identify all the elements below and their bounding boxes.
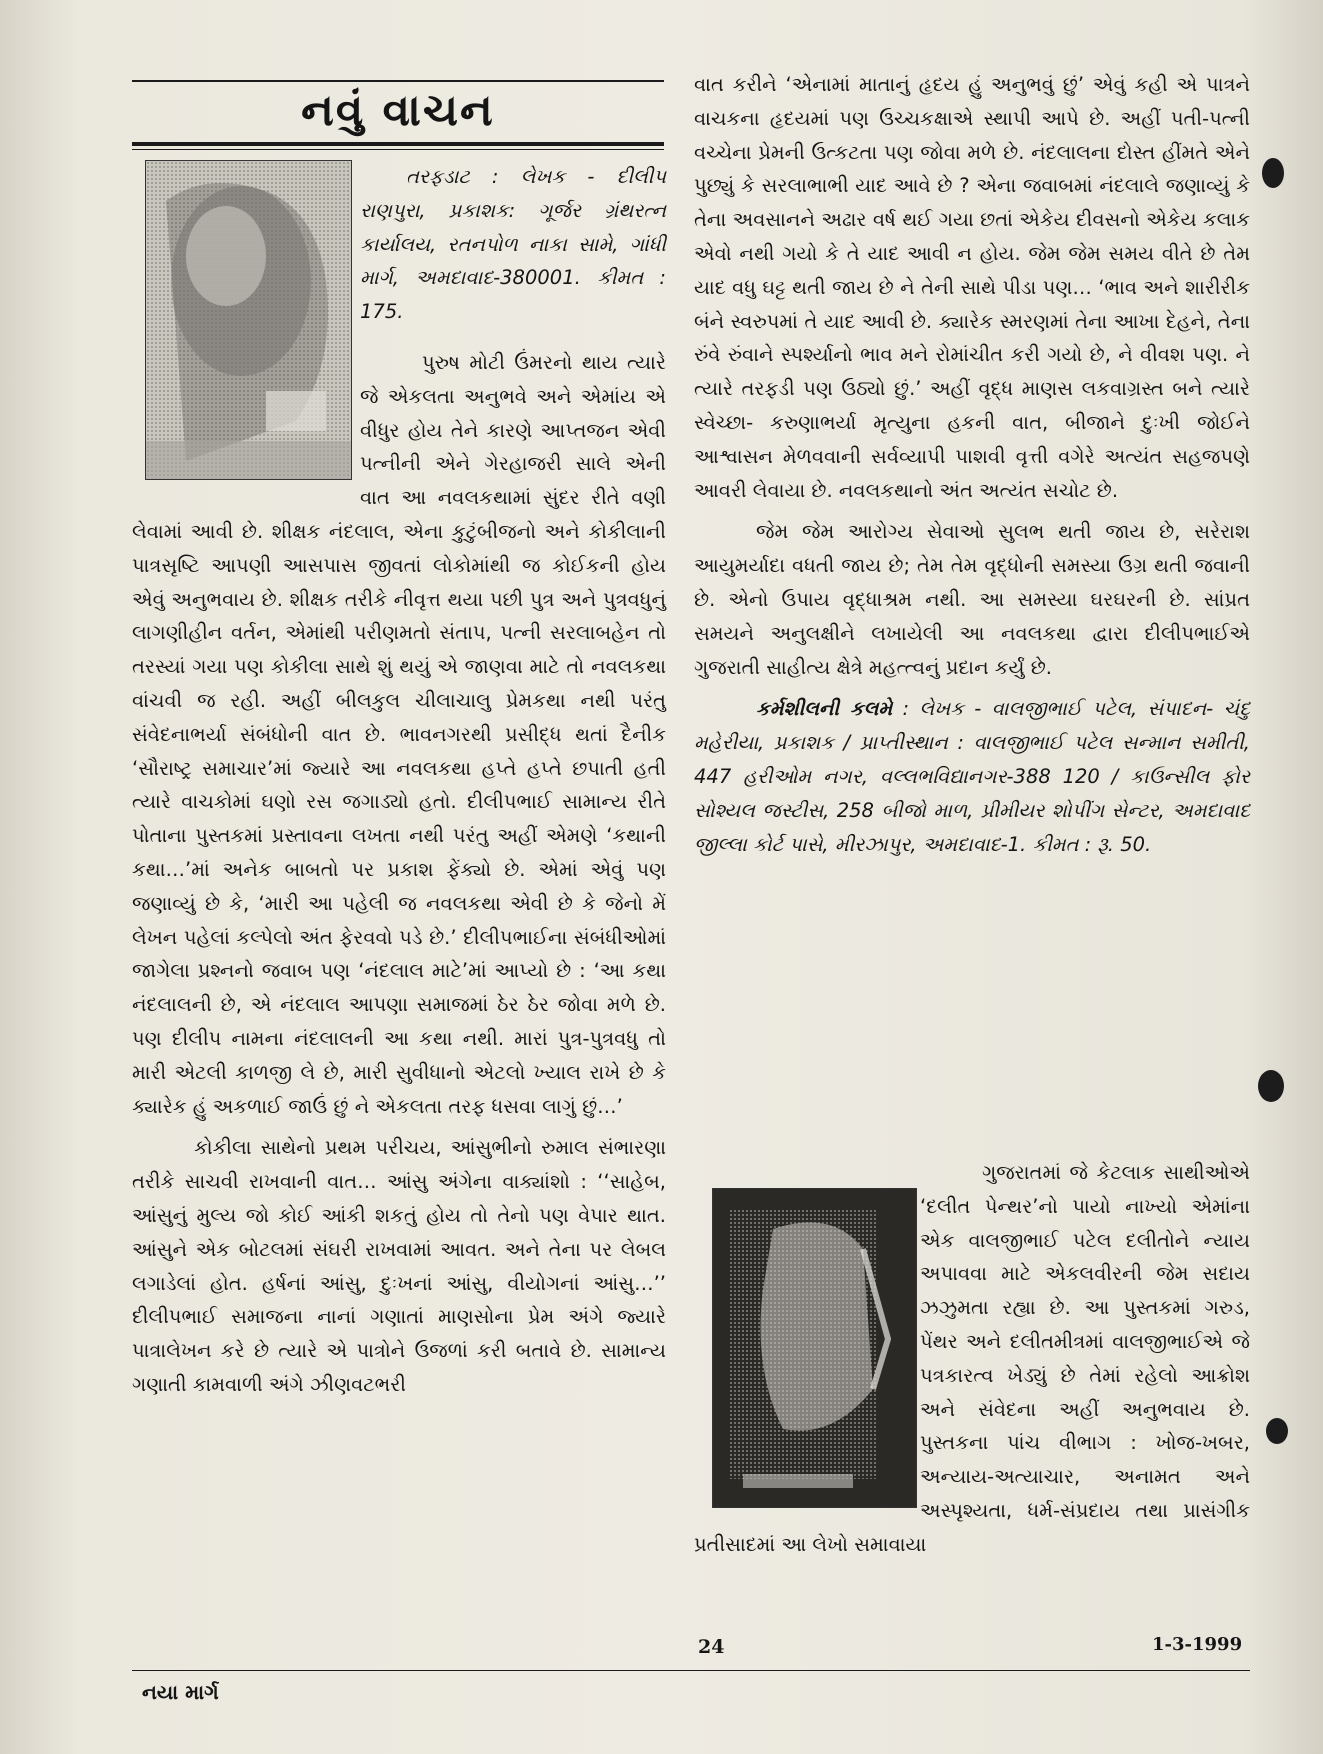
- review2-book-info: [694, 692, 1250, 861]
- right-column-top: [694, 68, 1250, 861]
- review1-paragraph-4: જેમ જેમ આરોગ્ય સેવાઓ સુલભ થતી જાય છે, સરેરાશ આયુમર્યાદા વધતી જાય છે; તેમ તેમ વૃદ્ધોની સમસ્યા ઉગ્ર થતી જવાની છે. એનો ઉપાય વૃદ્ધાશ્રમ નથી. આ સમસ્યા ઘરઘરની છે. સાંપ્રત સમયને અનુલક્ષીને લખાયેલી આ નવલકથા દ્વારા દીલીપભાઈએ ગુજરાતી સાહીત્ય ક્ષેત્રે મહત્ત્વનું પ્રદાન કર્યું છે.: [694, 520, 1250, 679]
- right-column-bottom: [694, 1156, 1250, 1562]
- review1-paragraph-3: વાત કરીને ‘એનામાં માતાનું હૃદય હું અનુભવું છું’ એવું કહી એ પાત્રને વાચકના હૃદયમાં પણ ઉચ્ચકક્ષાએ સ્થાપી આપે છે. અહીં પતી-પત્ની વચ્ચેના પ્રેમની ઉત્કટતા પણ જોવા મળે છે. નંદલાલના દોસ્ત હીંમતે એને પુછ્યું કે સરલાભાભી યાદ આવે છે ? એના જવાબમાં નંદલાલે જણાવ્યું કે તેના અવસાનને અઢાર વર્ષ થઈ ગયા છતાં એકેય દીવસનો એકેય કલાક એવો નથી ગયો કે તે યાદ આવી ન હોય. જેમ જેમ સમય વીતે છે તેમ યાદ વધુ ઘટ્ટ થતી જાય છે ને તેની સાથે પીડા પણ… ‘ભાવ અને શારીરીક બંને સ્વરુપમાં તે યાદ આવી છે. ક્યારેક સ્મરણમાં તેના આખા દેહને, તેના રુંવે રુંવાને સ્પર્શ્યાનો ભાવ મને રોમાંચીત કરી ગયો છે, ને વીવશ પણ. ને ત્યારે તરફડી પણ ઉઠ્યો છું.’ અહીં વૃદ્ધ માણસ લકવાગ્રસ્ત બને ત્યારે સ્વેચ્છા- કરુણાભર્યા મૃત્યુના હકની વાત, બીજાને દુઃખી જોઈને આશ્વાસન મેળવવાની સર્વવ્યાપી પાશવી વૃત્તી વગેરે અત્યંત સહજપણે આવરી લેવાયા છે. નવલકથાનો અંત અત્યંત સચોટ છે.: [694, 73, 1250, 502]
- punch-hole-decoration: [1258, 1070, 1284, 1102]
- review2-info-text: : લેખક - વાલજીભાઈ પટેલ, સંપાદન- ચંદુ મહેરીયા, પ્રકાશક / પ્રાપ્તીસ્થાન : વાલજીભાઈ પટેલ સન્માન સમીતી, 447 હરીઓમ નગર, વલ્લભવિદ્યાનગર-388 120 / કાઉન્સીલ ફોર સોશ્યલ જસ્ટીસ, 258 બીજો માળ, પ્રીમીયર શોપીંગ સેન્ટર, અમદાવાદ જીલ્લા કોર્ટ પાસે, મીરઝાપુર, અમદાવાદ-1. કીમત : રૂ. 50.: [694, 697, 1250, 856]
- review1-paragraph-2: કોકીલા સાથેનો પ્રથમ પરીચય, આંસુભીનો રુમાલ સંભારણા તરીકે સાચવી રાખવાની વાત… આંસુ અંગેના વાક્યાંશો : ‘‘સાહેબ, આંસુનું મુલ્ય જો કોઈ આંકી શકતું હોય તો તેનો પણ વેપાર થાત. આંસુને એક બોટલમાં સંઘરી રાખવામાં આવત. અને તેના પર લેબલ લગાડેલાં હોત. હર્ષનાં આંસુ, દુઃખનાં આંસુ, વીયોગનાં આંસુ…’’ દીલીપભાઈ સમાજના નાનાં ગણાતાં માણસોના પ્રેમ અંગે જ્યારે પાત્રાલેખન કરે છે ત્યારે એ પાત્રોને ઉજળાં કરી બતાવે છે. સામાન્ય ગણાતી કામવાળી અંગે ઝીણવટભરી: [132, 1136, 666, 1396]
- heading-bottom-rule-thin: [132, 149, 664, 150]
- footer-date: 1-3-1999: [1152, 1634, 1243, 1655]
- review2-title: કર્મશીલની કલમે: [756, 697, 893, 721]
- image-wrap-spacer: [132, 346, 360, 498]
- review1-book-info: તરફડાટ : લેખક - દીલીપ રાણપુરા, પ્રકાશક: ગૂર્જર ગ્રંથરત્ન કાર્યાલય, રતનપોળ નાકા સામે, ગાંધી માર્ગ, અમદાવાદ-380001. કીમત : 175.: [360, 165, 666, 324]
- left-column-para1-wrap: [132, 346, 666, 1402]
- footer-page-number: 24: [698, 1636, 725, 1658]
- punch-hole-decoration: [1266, 1418, 1288, 1444]
- left-column-header-text: [360, 160, 666, 329]
- heading-bottom-rule-thick: [132, 142, 664, 146]
- image-wrap-spacer-2: [694, 1156, 920, 1494]
- footer-magazine-name: નયા માર્ગ: [142, 1680, 219, 1704]
- review1-paragraph-1: પુરુષ મોટી ઉંમરનો થાય ત્યારે જે એકલતા અનુભવે અને એમાંય એ વીધુર હોય તેને કારણે આપ્તજન એવી પત્નીની એને ગેરહાજરી સાલે એની વાત આ નવલકથામાં સુંદર રીતે વણી લેવામાં આવી છે. શીક્ષક નંદલાલ, એના કુટુંબીજનો અને કોકીલાની પાત્રસૃષ્ટિ આપણી આસપાસ જીવતાં લોકોમાંથી જ કોઈકની હોય એવું અનુભવાય છે. શીક્ષક તરીકે નીવૃત્ત થયા પછી પુત્ર અને પુત્રવધુનું લાગણીહીન વર્તન, એમાંથી પરીણમતો સંતાપ, પત્ની સરલાબહેન તો તરસ્યાં ગયા પણ કોકીલા સાથે શું થયું એ જાણવા માટે તો નવલકથા વાંચવી જ રહી. અહીં બીલકુલ ચીલાચાલુ પ્રેમકથા નથી પરંતુ સંવેદનાભર્યા સંબંધોની વાત છે. ભાવનગરથી પ્રસીદ્ધ થતાં દૈનીક ‘સૌરાષ્ટ્ર સમાચાર’માં જ્યારે આ નવલકથા હપ્તે હપ્તે છપાતી હતી ત્યારે વાચકોમાં ઘણો રસ જગાડ્યો હતો. દીલીપભાઈ સામાન્ય રીતે પોતાના પુસ્તકમાં પ્રસ્તાવના લખતા નથી પરંતુ અહીં એમણે ‘કથાની કથા…’માં અનેક બાબતો પર પ્રકાશ ફેંક્યો છે. એમાં એવું પણ જણાવ્યું છે કે, ‘મારી આ પહેલી જ નવલકથા એવી છે કે જેનો મેં લેખન પહેલાં કલ્પેલો અંત ફેરવવો પડે છે.’ દીલીપભાઈના સંબંધીઓમાં જાગેલા પ્રશ્નનો જવાબ પણ ‘નંદલાલ માટે’માં આપ્યો છે : ‘આ કથા નંદલાલની છે, એ નંદલાલ આપણા સમાજમાં ઠેર ઠેર જોવા મળે છે. પણ દીલીપ નામના નંદલાલની આ કથા નથી. મારાં પુત્ર-પુત્રવધુ તો મારી એટલી કાળજી લે છે, મારી સુવીધાનો એટલો ખ્યાલ રાખે છે કે ક્યારેક હું અકળાઈ જાઉં છું ને એકલતા તરફ ધસવા લાગું છું…’: [132, 351, 666, 1118]
- punch-hole-decoration: [1262, 158, 1284, 188]
- review2-paragraph-1: ગુજરાતમાં જે કેટલાક સાથીઓએ ‘દલીત પેન્થર’નો પાયો નાખ્યો એમાંના એક વાલજીભાઈ પટેલ દલીતોને ન્યાય અપાવવા માટે એકલવીરની જેમ સદાય ઝઝુમતા રહ્યા છે. આ પુસ્તકમાં ગરુડ, પેંથર અને દલીતમીત્રમાં વાલજીભાઈએ જે પત્રકારત્વ ખેડ્યું છે તેમાં રહેલો આક્રોશ અને સંવેદના અહીં અનુભવાય છે. પુસ્તકના પાંચ વીભાગ : ખોજ-ખબર, અન્યાય-અત્યાચાર, અનામત અને અસ્પૃશ્યતા, ધર્મ-સંપ્રદાય તથા પ્રાસંગીક પ્રતીસાદમાં આ લેખો સમાવાયા: [694, 1161, 1250, 1556]
- footer-rule: [132, 1670, 1250, 1671]
- section-title: નવું વાચન: [301, 85, 495, 136]
